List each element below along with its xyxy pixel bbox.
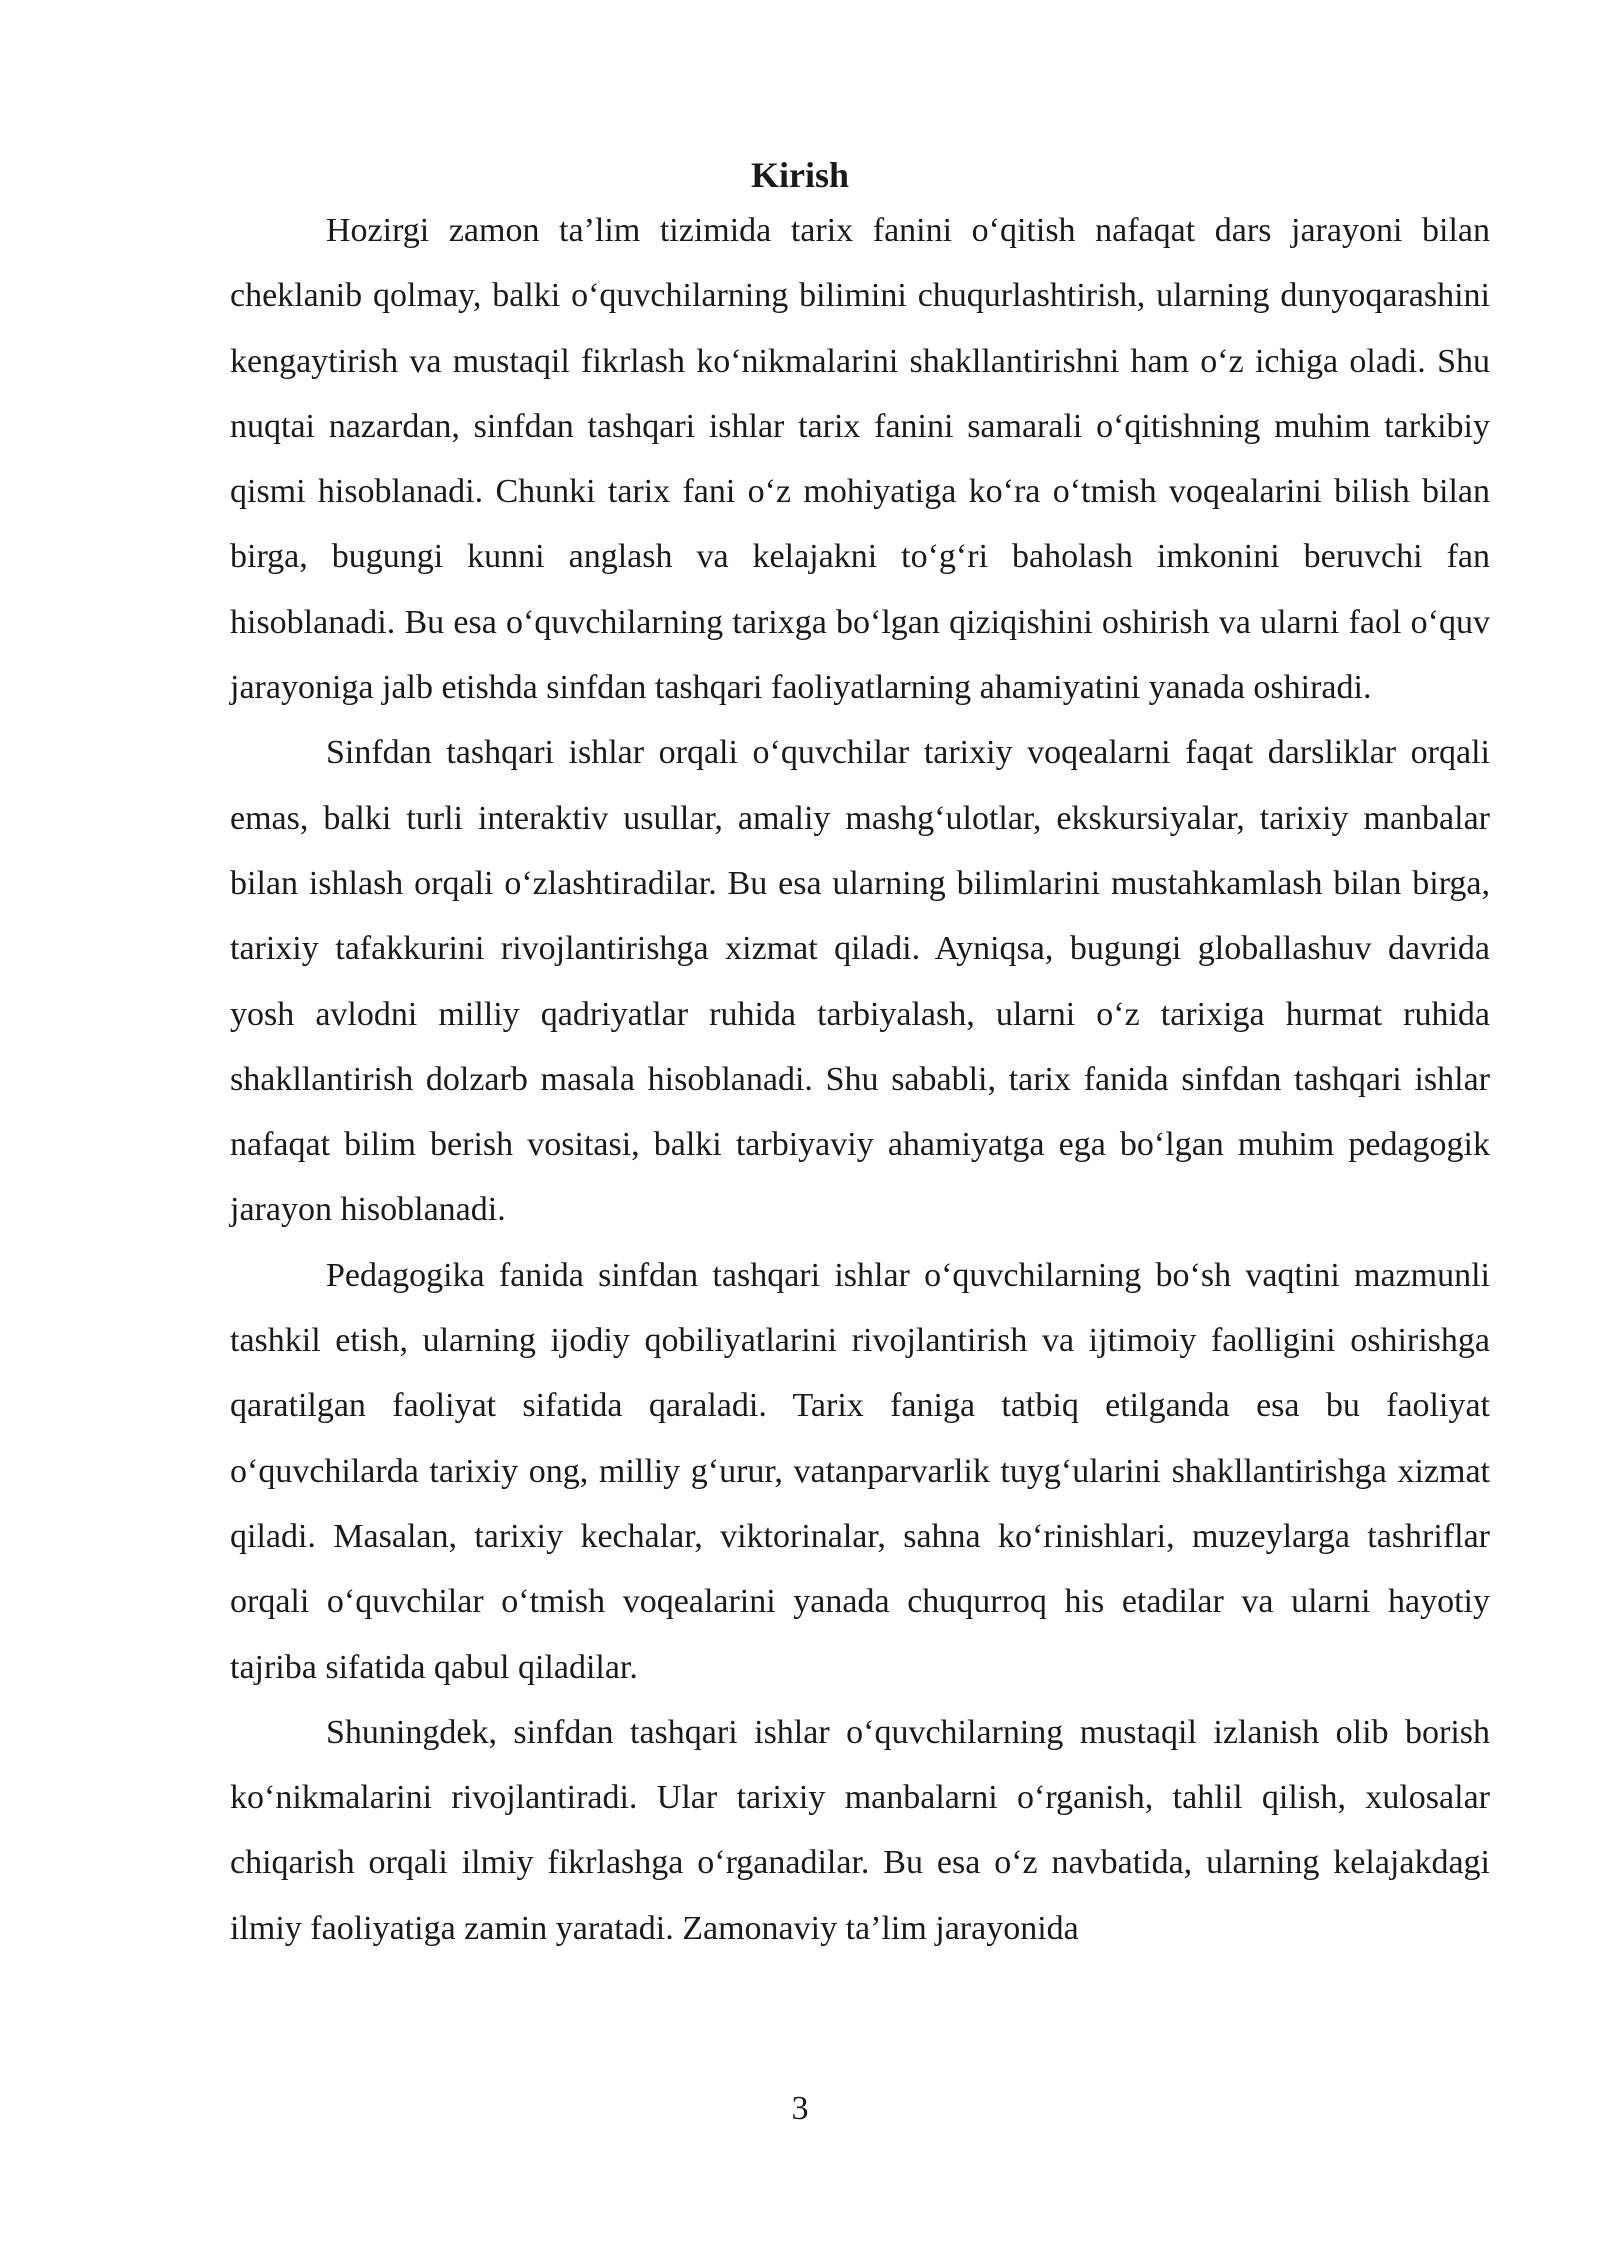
paragraph-4: Shuningdek, sinfdan tashqari ishlar o‘quvchilarning mustaqil izlanish olib borish ko‘nikmalarini rivojlantiradi. Ular tarixiy manbalarni o‘rganish, tahlil qilish, xulosalar chiqarish orqali ilmiy fikrlashga o‘rganadilar. Bu esa o‘z navbatida, ularning kelajakdagi ilmiy faoliyatiga zamin yaratadi. Zamonaviy ta’lim jarayonida (230, 1713, 1490, 1947)
section-title: Kirish (750, 155, 849, 195)
body-text (230, 198, 1490, 1961)
paragraph-3: Pedagogika fanida sinfdan tashqari ishlar o‘quvchilarning bo‘sh vaqtini mazmunli tashkil etish, ularning ijodiy qobiliyatlarini rivojlantirish va ijtimoiy faolligini oshirishga qaratilgan faoliyat sifatida qaraladi. Tarix faniga tatbiq etilganda esa bu faoliyat o‘quvchilarda tarixiy ong, milliy g‘urur, vatanparvarlik tuyg‘ularini shakllantirishga xizmat qiladi. Masalan, tarixiy kechalar, viktorinalar, sahna ko‘rinishlari, muzeylarga tashriflar orqali o‘quvchilar o‘tmish voqealarini yanada chuqurroq his etadilar va ularni hayotiy tajriba sifatida qabul qiladilar. (230, 1256, 1490, 1686)
page-number: 3 (791, 2090, 809, 2127)
paragraph-2: Sinfdan tashqari ishlar orqali o‘quvchilar tarixiy voqealarni faqat darsliklar orqali emas, balki turli interaktiv usullar, amaliy mashg‘ulotlar, ekskursiyalar, tarixiy manbalar bilan ishlash orqali o‘zlashtiradilar. Bu esa ularning bilimlarini mustahkamlash bilan birga, tarixiy tafakkurini rivojlantirishga xizmat qiladi. Ayniqsa, bugungi globallashuv davrida yosh avlodni milliy qadriyatlar ruhida tarbiyalash, ularni o‘z tarixiga hurmat ruhida shakllantirish dolzarb masala hisoblanadi. Shu sababli, tarix fanida sinfdan tashqari ishlar nafaqat bilim berish vositasi, balki tarbiyaviy ahamiyatga ega bo‘lgan muhim pedagogik jarayon hisoblanadi. (230, 734, 1490, 1229)
paragraph-1: Hozirgi zamon ta’lim tizimida tarix fanini o‘qitish nafaqat dars jarayoni bilan cheklanib qolmay, balki o‘quvchilarning bilimini chuqurlashtirish, ularning dunyoqarashini kengaytirish va mustaqil fikrlash ko‘nikmalarini shakllantirishni ham o‘z ichiga oladi. Shu nuqtai nazardan, sinfdan tashqari ishlar tarix fanini samarali o‘qitishning muhim tarkibiy qismi hisoblanadi. Chunki tarix fani o‘z mohiyatiga ko‘ra o‘tmish voqealarini bilish bilan birga, bugungi kunni anglash va kelajakni to‘g‘ri baholash imkonini beruvchi fan hisoblanadi. Bu esa o‘quvchilarning tarixga bo‘lgan qiziqishini oshirish va ularni faol o‘quv jarayoniga jalb etishda sinfdan tashqari faoliyatlarning ahamiyatini yanada oshiradi. (230, 212, 1490, 707)
